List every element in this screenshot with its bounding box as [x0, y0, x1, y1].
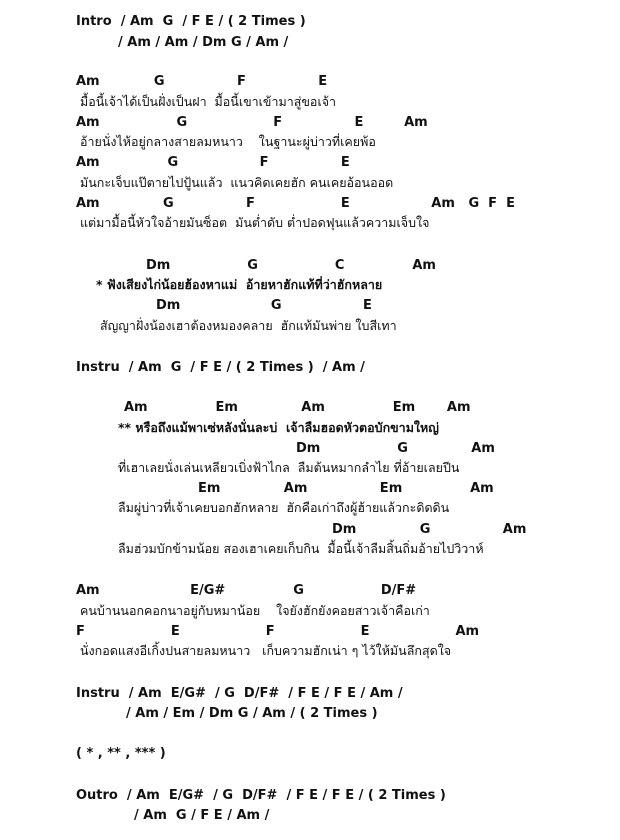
lyric-line: ลืมผู่บ่าวที่เจ้าเคยบอกฮักหลาย ฮักคือเก่าถึงผู้ฮ้ายแล้วกะดิดดิน: [118, 500, 450, 515]
chord-line: Dm G Am: [296, 441, 495, 456]
chord-line: Am G F E Am: [76, 115, 428, 130]
outro-line-2: / Am G / F E / Am /: [134, 808, 270, 823]
intro-line-2: / Am / Am / Dm G / Am /: [118, 35, 289, 50]
lyric-line-chorus-2: ** หรือถึงแม้พาเซ่หลังนั่นละบ่ เจ้าลืมฮอดหัวตอบักขามใหญ่: [118, 420, 439, 435]
outro-line: Outro / Am E/G# / G D/F# / F E / F E / ( 2 Times ): [76, 788, 446, 803]
chord-line: Am G F E: [76, 155, 350, 170]
lyric-line: ลืมฮ่วมบักข้ามน้อย สองเฮาเคยเก็บกิน มื้อนี้เจ้าลืมสิ้นถิ่มอ้ายไปวิวาห์: [118, 541, 484, 556]
lyric-line: มันกะเจ็บแป๊ตายไปปู้นแล้ว แนวคิดเคยฮัก คนเคยอ้อนออด: [80, 175, 394, 190]
chord-line: Am G F E: [76, 74, 328, 89]
instru-line: Instru / Am G / F E / ( 2 Times ) / Am /: [76, 360, 365, 375]
lyric-line: อ้ายนั่งไห้อยู่กลางสายลมหนาว ในฐานะผู่บ่าวที่เคยพ้อ: [80, 134, 376, 149]
lyric-line-chorus-1: * ฟังเสียงไก่น้อยฮ้องหาแม่ อ้ายหาฮักแท้ที่ว่าฮักหลาย: [96, 277, 383, 292]
lyric-line: ที่เฮาเลยนั่งเล่นเหลียวเบิ่งฟ้าไกล ลืมต้นหมากลำไย ที่อ้ายเลยปีน: [118, 460, 460, 475]
lyric-line: สัญญาฝั่งน้องเฮาต้องหมองคลาย ฮักแท้มันพ่าย ใบสีเทา: [100, 318, 397, 333]
chord-line: Dm G E: [156, 298, 372, 313]
repeat-note: ( * , ** , *** ): [76, 746, 166, 761]
lyric-line: คนบ้านนอกคอกนาอยู่กับหมาน้อย ใจยังฮักยังคอยสาวเจ้าคือเก่า: [80, 603, 430, 618]
chord-line: F E F E Am: [76, 624, 480, 639]
chord-line: Dm G C Am: [146, 258, 436, 273]
chord-line: Am E/G# G D/F#: [76, 583, 417, 598]
intro-line-1: Intro / Am G / F E / ( 2 Times ): [76, 14, 306, 29]
instru-line-2: / Am / Em / Dm G / Am / ( 2 Times ): [126, 706, 378, 721]
chord-line: Dm G Am: [332, 522, 527, 537]
lyric-line: นั่งกอดแสงอีเกิ้งปนสายลมหนาว เก็บความฮักเน่า ๆ ไว้ให้มันลึกสุดใจ: [80, 643, 452, 658]
instru-line: Instru / Am E/G# / G D/F# / F E / F E / Am /: [76, 686, 403, 701]
lyric-line: แต่มามื้อนี้หัวใจอ้ายมันซ็อต มันต่ำดับ ต่ำปอดฟุนแล้วความเจ็บใจ: [80, 215, 430, 230]
chord-line: Am G F E Am G F E: [76, 196, 515, 211]
chord-line: Em Am Em Am: [198, 481, 494, 496]
lyric-line: มื้อนี้เจ้าได้เป็นฝั่งเป็นฝา มื้อนี้เขาเข้ามาสู่ขอเจ้า: [80, 94, 337, 109]
chord-line: Am Em Am Em Am: [124, 400, 471, 415]
